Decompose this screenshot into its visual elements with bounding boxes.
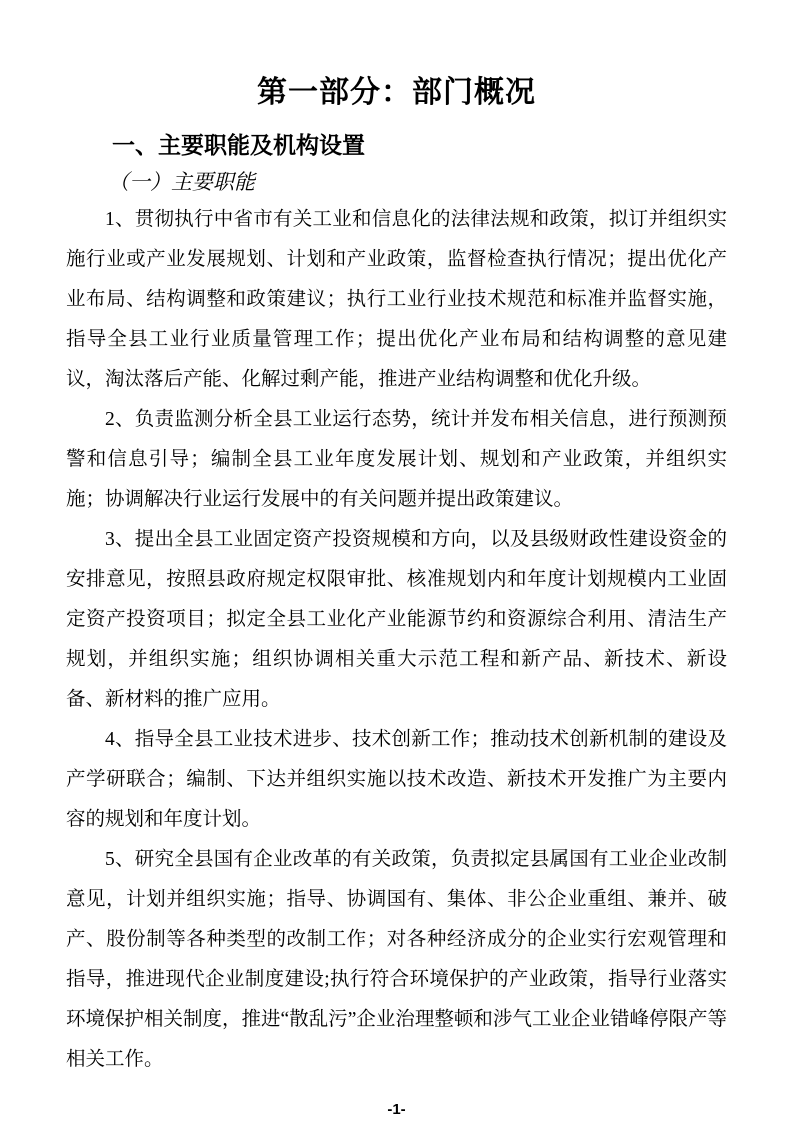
page-title: 第一部分：部门概况: [257, 76, 536, 109]
paragraph: 5、研究全县国有企业改革的有关政策，负责拟定县属国有工业企业改制意见，计划并组织实施；指导、协调国有、集体、非公企业重组、兼并、破产、股份制等各种类型的改制工作；对各种经济成分的企业实行宏观管理和指导，推进现代企业制度建设;执行符合环境保护的产业政策，指导行业落实环境保护相关制度，推进“散乱污”企业治理整顿和涉气工业企业错峰停限产等相关工作。: [66, 849, 727, 1070]
paragraph: 3、提出全县工业固定资产投资规模和方向，以及县级财政性建设资金的安排意见，按照县政府规定权限审批、核准规划内和年度计划规模内工业固定资产投资项目；拟定全县工业化产业能源节约和资源综合利用、清洁生产规划，并组织实施；组织协调相关重大示范工程和新产品、新技术、新设备、新材料的推广应用。: [66, 529, 727, 710]
subsection-heading: （一）主要职能: [108, 170, 255, 194]
paragraph: 1、贯彻执行中省市有关工业和信息化的法律法规和政策，拟订并组织实施行业或产业发展规划、计划和产业政策，监督检查执行情况；提出优化产业布局、结构调整和政策建议；执行工业行业技术规范和标准并监督实施，指导全县工业行业质量管理工作；提出优化产业布局和结构调整的意见建议，淘汰落后产能、化解过剩产能，推进产业结构调整和优化升级。: [66, 209, 727, 390]
page-number: -1-: [387, 1101, 406, 1118]
section-heading: 一、主要职能及机构设置: [112, 132, 365, 158]
document-body: [66, 200, 727, 1080]
paragraph: 2、负责监测分析全县工业运行态势，统计并发布相关信息，进行预测预警和信息引导；编制全县工业年度发展计划、规划和产业政策，并组织实施；协调解决行业运行发展中的有关问题并提出政策建议。: [66, 409, 727, 510]
paragraph: 4、指导全县工业技术进步、技术创新工作；推动技术创新机制的建设及产学研联合；编制、下达并组织实施以技术改造、新技术开发推广为主要内容的规划和年度计划。: [66, 729, 727, 830]
